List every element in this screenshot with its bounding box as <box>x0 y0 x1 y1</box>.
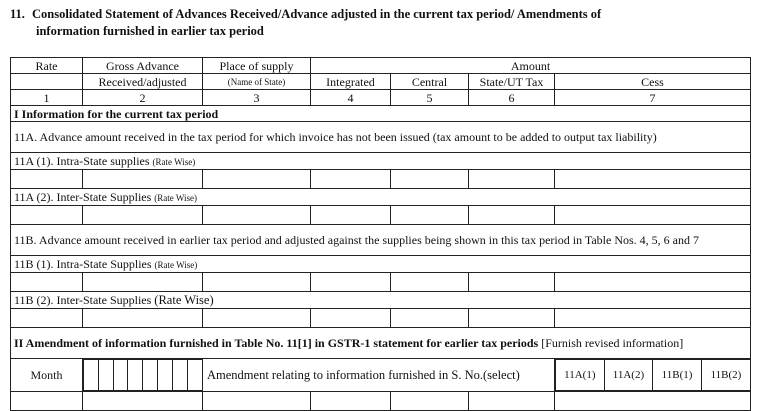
cell-input[interactable] <box>555 170 751 189</box>
month-digit-box[interactable] <box>158 360 173 391</box>
row-11a1-entry[interactable] <box>11 170 751 189</box>
col-num-5: 5 <box>391 90 469 106</box>
heading-line-2: information furnished in earlier tax period <box>36 24 264 38</box>
header-amount: Amount <box>311 58 751 74</box>
option-11b1[interactable]: 11B(1) <box>653 360 702 391</box>
cell-input[interactable] <box>311 273 391 292</box>
header-gross-1: Gross Advance <box>83 58 203 74</box>
section-2-heading: II Amendment of information furnished in Table No. 11[1] in GSTR-1 statement for earlier tax periods <box>14 336 539 350</box>
header-central: Central <box>391 74 469 90</box>
row-11a1-note: (Rate Wise) <box>152 156 196 167</box>
row-11a1-text: 11A (1). Intra-State supplies <box>14 153 150 168</box>
row-11b-description: 11B. Advance amount received in earlier tax period and adjusted against the supplies being shown in this tax period in Table Nos. 4, 5, 6 and 7 <box>11 225 751 256</box>
row-11b1-label <box>11 256 751 273</box>
cell-input[interactable] <box>203 392 311 411</box>
month-digit-box[interactable] <box>84 360 99 391</box>
row-11b1-note: (Rate Wise) <box>154 259 198 270</box>
header-state-ut: State/UT Tax <box>469 74 555 90</box>
header-place-1: Place of supply <box>203 58 311 74</box>
cell-input[interactable] <box>391 273 469 292</box>
row-11b2-text: 11B (2). Inter-State Supplies <box>14 293 152 307</box>
cell-input[interactable] <box>311 206 391 225</box>
header-integrated: Integrated <box>311 74 391 90</box>
cell-input[interactable] <box>311 309 391 328</box>
advances-table <box>10 57 751 411</box>
column-number-row <box>11 90 751 106</box>
header-cess: Cess <box>555 74 751 90</box>
header-rate: Rate <box>11 58 83 74</box>
amendment-label: Amendment relating to information furnished in S. No.(select) <box>203 359 555 392</box>
row-11a-description: 11A. Advance amount received in the tax period for which invoice has not been issued (tax amount to be added to output tax liability) <box>11 122 751 153</box>
cell-input[interactable] <box>391 392 469 411</box>
cell-input[interactable] <box>555 273 751 292</box>
option-11b2[interactable]: 11B(2) <box>701 360 750 391</box>
section-2-title <box>11 328 751 359</box>
cell-input[interactable] <box>11 392 83 411</box>
col-num-6: 6 <box>469 90 555 106</box>
header-gross-2: Received/adjusted <box>83 74 203 90</box>
col-num-3: 3 <box>203 90 311 106</box>
month-digit-box[interactable] <box>113 360 128 391</box>
option-11a2[interactable]: 11A(2) <box>604 360 653 391</box>
cell-input[interactable] <box>391 206 469 225</box>
col-num-2: 2 <box>83 90 203 106</box>
cell-input[interactable] <box>469 309 555 328</box>
row-11b1-entry[interactable] <box>11 273 751 292</box>
col-num-1: 1 <box>11 90 83 106</box>
row-11a2-label <box>11 189 751 206</box>
cell-input[interactable] <box>311 392 391 411</box>
amendment-entry-row[interactable] <box>11 392 751 411</box>
cell-input[interactable] <box>203 206 311 225</box>
cell-input[interactable] <box>83 273 203 292</box>
option-11a1[interactable]: 11A(1) <box>556 360 605 391</box>
cell-input[interactable] <box>555 206 751 225</box>
month-digit-boxes[interactable] <box>83 359 203 392</box>
month-digit-box[interactable] <box>187 360 202 391</box>
cell-input[interactable] <box>203 273 311 292</box>
cell-input[interactable] <box>469 273 555 292</box>
cell-input[interactable] <box>203 309 311 328</box>
row-11b2-label <box>11 292 751 309</box>
cell-input[interactable] <box>83 206 203 225</box>
cell-input[interactable] <box>555 392 751 411</box>
month-digit-box[interactable] <box>98 360 113 391</box>
section-heading <box>10 6 762 40</box>
cell-input[interactable] <box>203 170 311 189</box>
row-11a1-label <box>11 153 751 170</box>
header-rate-cont <box>11 74 83 90</box>
row-11b2-note: (Rate Wise) <box>154 293 214 307</box>
cell-input[interactable] <box>469 206 555 225</box>
month-digit-box[interactable] <box>172 360 187 391</box>
cell-input[interactable] <box>83 309 203 328</box>
cell-input[interactable] <box>83 392 203 411</box>
amendment-options[interactable] <box>555 359 751 392</box>
cell-input[interactable] <box>11 170 83 189</box>
heading-line-1: Consolidated Statement of Advances Received/Advance adjusted in the current tax period/ Amendments of <box>32 7 602 21</box>
month-digit-box[interactable] <box>143 360 158 391</box>
cell-input[interactable] <box>11 206 83 225</box>
cell-input[interactable] <box>391 309 469 328</box>
row-11b1-text: 11B (1). Intra-State Supplies <box>14 256 152 271</box>
row-11b2-entry[interactable] <box>11 309 751 328</box>
row-11a2-note: (Rate Wise) <box>154 192 198 203</box>
cell-input[interactable] <box>11 273 83 292</box>
cell-input[interactable] <box>391 170 469 189</box>
header-place-2: (Name of State) <box>203 74 311 90</box>
month-label: Month <box>11 359 83 392</box>
month-digit-box[interactable] <box>128 360 143 391</box>
row-11a2-entry[interactable] <box>11 206 751 225</box>
cell-input[interactable] <box>555 309 751 328</box>
cell-input[interactable] <box>469 392 555 411</box>
section-2-note: [Furnish revised information] <box>541 336 684 350</box>
cell-input[interactable] <box>11 309 83 328</box>
cell-input[interactable] <box>469 170 555 189</box>
col-num-7: 7 <box>555 90 751 106</box>
cell-input[interactable] <box>311 170 391 189</box>
section-number: 11. <box>10 7 25 21</box>
row-11a2-text: 11A (2). Inter-State Supplies <box>14 189 152 204</box>
col-num-4: 4 <box>311 90 391 106</box>
section-1-title: I Information for the current tax period <box>11 106 751 122</box>
cell-input[interactable] <box>83 170 203 189</box>
